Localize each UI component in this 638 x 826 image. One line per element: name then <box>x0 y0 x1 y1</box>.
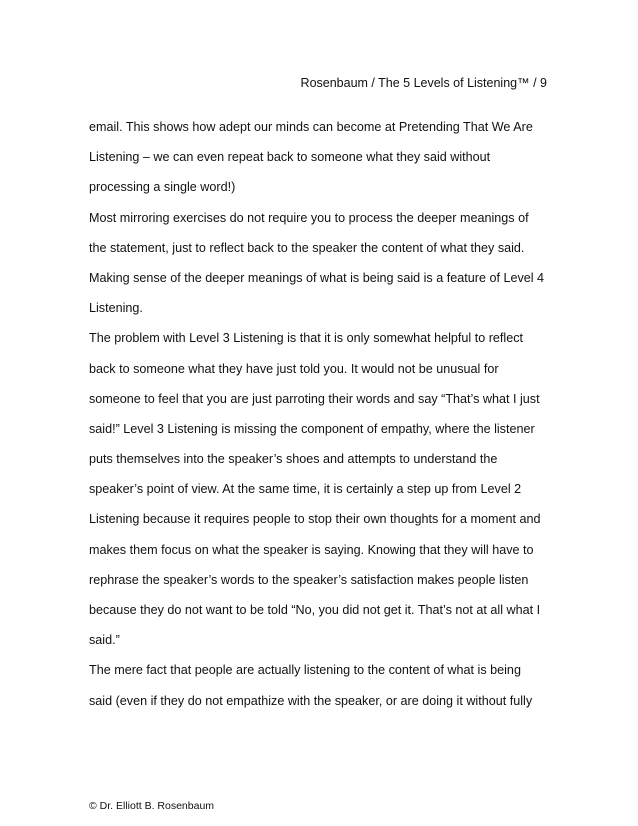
text-line: said.” <box>89 633 120 648</box>
text-line: someone to feel that you are just parroting their words and say “That’s what I just <box>89 391 540 406</box>
text-line: Listening because it requires people to stop their own thoughts for a moment and <box>89 512 541 527</box>
text-line: said!” Level 3 Listening is missing the component of empathy, where the listener <box>89 421 535 436</box>
text-line: Listening. <box>89 301 143 316</box>
text-line: processing a single word!) <box>89 180 236 195</box>
text-line: the statement, just to reflect back to the speaker the content of what they said. <box>89 240 525 255</box>
text-line: The problem with Level 3 Listening is that it is only somewhat helpful to reflect <box>89 331 524 346</box>
text-line: back to someone what they have just told you. It would not be unusual for <box>89 361 499 376</box>
text-line: Most mirroring exercises do not require you to process the deeper meanings of <box>89 210 529 225</box>
text-line: speaker’s point of view. At the same time, it is certainly a step up from Level 2 <box>89 482 522 497</box>
footer-copyright: © Dr. Elliott B. Rosenbaum <box>89 800 215 812</box>
text-line: because they do not want to be told “No, you did not get it. That’s not at all what I <box>89 603 541 617</box>
text-line: rephrase the speaker’s words to the speaker’s satisfaction makes people listen <box>89 572 529 587</box>
text-line: puts themselves into the speaker’s shoes and attempts to understand the <box>89 452 498 467</box>
text-line: said (even if they do not empathize with the speaker, or are doing it without fully <box>89 693 533 708</box>
text-line: Making sense of the deeper meanings of what is being said is a feature of Level 4 <box>89 270 545 285</box>
text-line: makes them focus on what the speaker is saying. Knowing that they will have to <box>89 542 534 557</box>
body-text <box>89 120 569 724</box>
text-line: Listening – we can even repeat back to someone what they said without <box>89 150 491 165</box>
running-header: Rosenbaum / The 5 Levels of Listening™ / 9 <box>300 76 547 90</box>
text-line: The mere fact that people are actually listening to the content of what is being <box>89 663 521 678</box>
text-line: email. This shows how adept our minds can become at Pretending That We Are <box>89 120 533 134</box>
